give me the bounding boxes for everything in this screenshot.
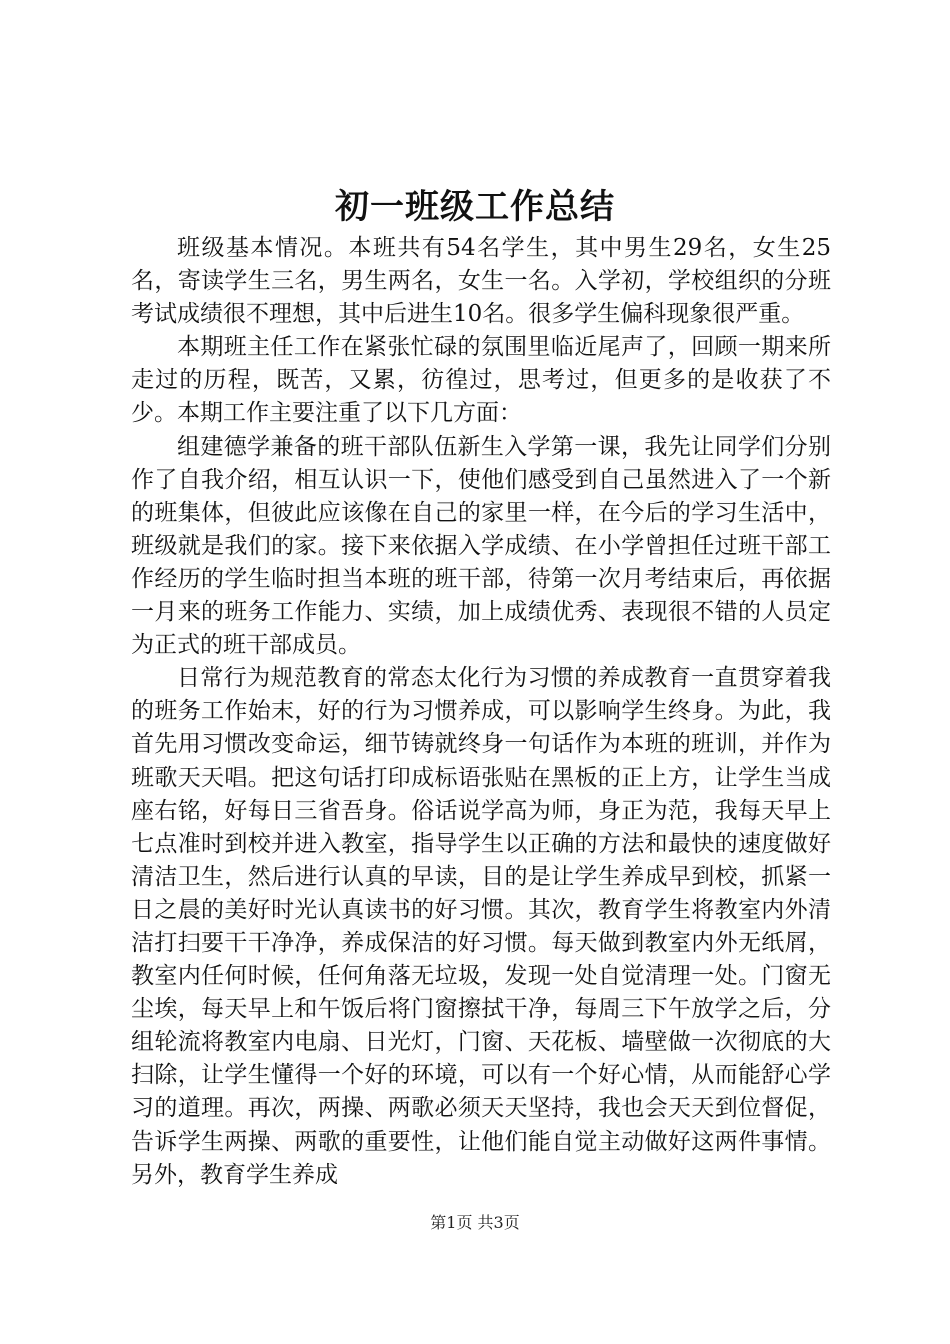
paragraph-term-review: 本期班主任工作在紧张忙碌的氛围里临近尾声了，回顾一期来所走过的历程，既苦，又累，彷徨过，思考过，但更多的是收获了不少。本期工作主要注重了以下几方面： bbox=[131, 334, 831, 427]
document-title: 初一班级工作总结 bbox=[335, 187, 615, 227]
paragraph-class-cadres: 组建德学兼备的班干部队伍新生入学第一课，我先让同学们分别作了自我介绍，相互认识一下，使他们感受到自己虽然进入了一个新的班集体，但彼此应该像在自己的家里一样，在今后的学习生活中，班级就是我们的家。接下来依据入学成绩、在小学曾担任过班干部工作经历的学生临时担当本班的班干部，待第一次月考结束后，再依据一月来的班务工作能力、实绩，加上成绩优秀、表现很不错的人员定为正式的班干部成员。 bbox=[131, 433, 831, 659]
paragraph-class-overview: 班级基本情况。本班共有54名学生，其中男生29名，女生25名，寄读学生三名，男生两名，女生一名。入学初，学校组织的分班考试成绩很不理想，其中后进生10名。很多学生偏科现象很严重。 bbox=[131, 235, 831, 328]
paragraph-behavior-norms: 日常行为规范教育的常态太化行为习惯的养成教育一直贯穿着我的班务工作始末，好的行为习惯养成，可以影响学生终身。为此，我首先用习惯改变命运，细节铸就终身一句话作为本班的班训，并作为班歌天天唱。把这句话打印成标语张贴在黑板的正上方，让学生当成座右铭，好每日三省吾身。俗话说学高为师，身正为范，我每天早上七点准时到校并进入教室，指导学生以正确的方法和最快的速度做好清洁卫生，然后进行认真的早读，目的是让学生养成早到校，抓紧一日之晨的美好时光认真读书的好习惯。其次，教育学生将教室内外清洁打扫要干干净净，养成保洁的好习惯。每天做到教室内外无纸屑，教室内任何时候，任何角落无垃圾，发现一处自觉清理一处。门窗无尘埃，每天早上和午饭后将门窗擦拭干净，每周三下午放学之后，分组轮流将教室内电扇、日光灯，门窗、天花板、墙壁做一次彻底的大扫除，让学生懂得一个好的环境，可以有一个好心情，从而能舒心学习的道理。再次，两操、两歌必须天天坚持，我也会天天到位督促，告诉学生两操、两歌的重要性，让他们能自觉主动做好这两件事情。另外，教育学生养成 bbox=[131, 665, 831, 1188]
page-number-footer: 第1页 共3页 bbox=[430, 1213, 520, 1232]
document-body bbox=[131, 232, 831, 1192]
